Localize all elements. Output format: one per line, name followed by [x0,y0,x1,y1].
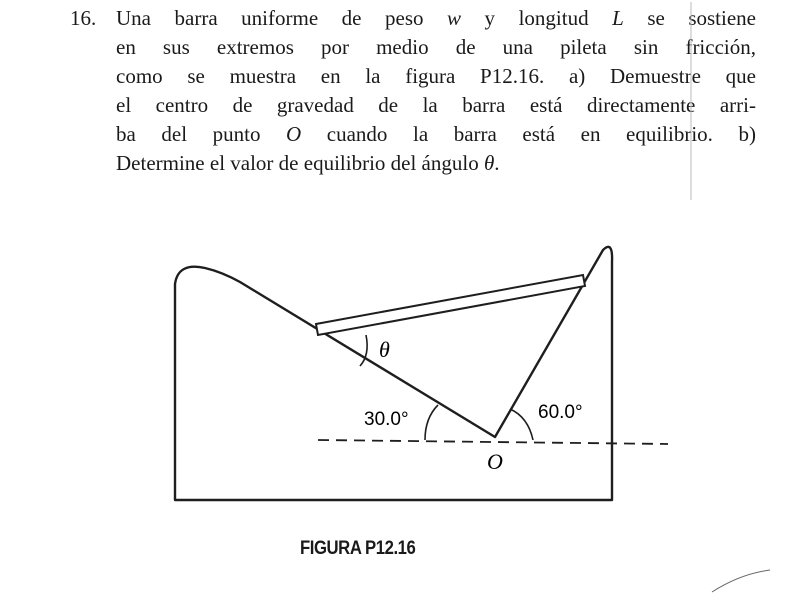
right-angle-arc [510,409,533,440]
theta-label: θ [379,337,390,362]
problem-text-run: se sostiene [623,6,756,30]
problem-text-run: Determine el valor de equilibrio del ángulo [116,151,484,175]
problem-text-run: Una barra uniforme de peso [116,6,448,30]
problem-text-run: como se muestra en la figura P12.16. a) Demuestre que [116,64,756,88]
problem-text-run: ba del punto [116,122,287,146]
problem-text-run: cuando la barra está en equilibrio. b) [301,122,756,146]
problem-variable: w [447,6,462,30]
figure-caption: FIGURA P12.16 [300,538,416,559]
problem-text-run: en sus extremos por medio de una pileta sin fricción, [116,35,756,59]
scan-mark-curve [712,570,770,592]
left-angle-arc [425,405,438,440]
problem-text-run: y longitud [461,6,613,30]
theta-angle-arc [360,335,367,366]
right-angle-label: 60.0° [538,402,583,423]
uniform-bar [316,275,585,335]
problem-variable: O [286,122,302,146]
horizontal-reference-line [318,440,668,444]
point-o-label: O [487,449,503,474]
left-angle-label: 30.0° [364,409,409,430]
problem-text-run: . [494,151,500,175]
problem-number: 16. [70,6,97,30]
problem-variable: θ [483,151,495,175]
problem-text-run: el centro de gravedad de la barra está directamente arri- [116,93,756,117]
problem-variable: L [612,6,624,30]
